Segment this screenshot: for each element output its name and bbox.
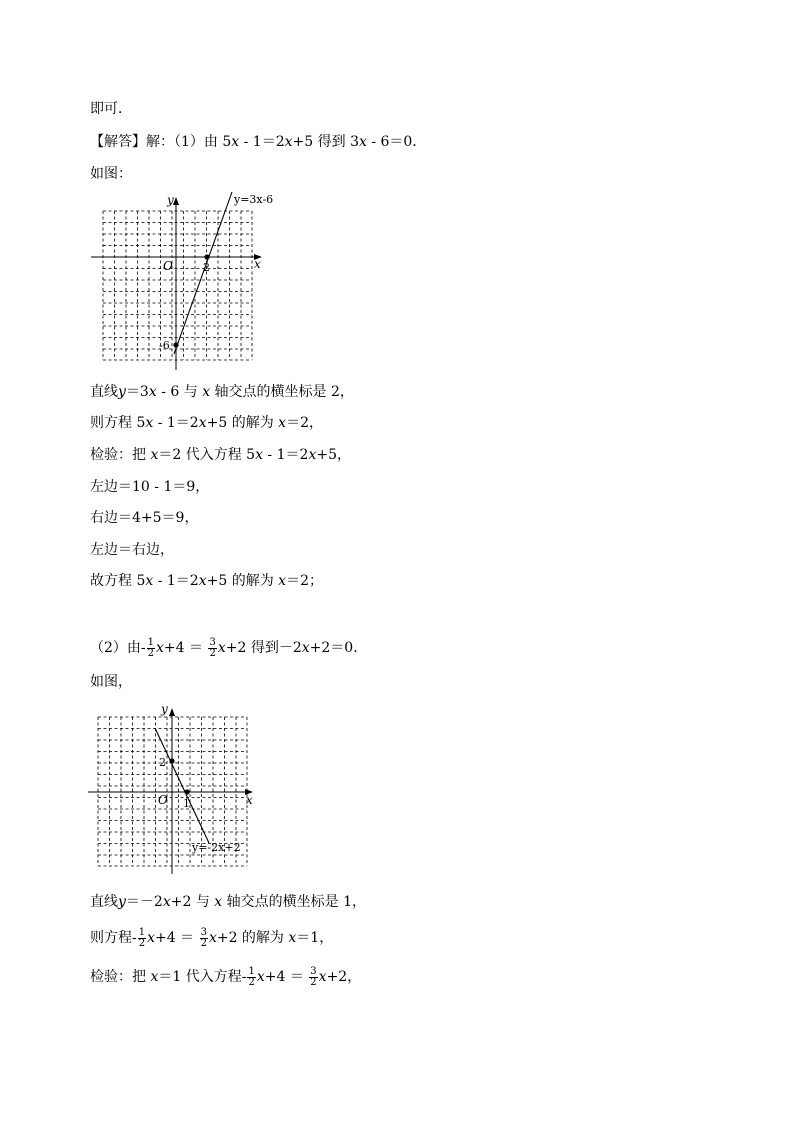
var: x <box>278 573 287 589</box>
x-axis-label: x <box>246 793 253 807</box>
fraction <box>200 928 208 949</box>
line-text: +2＝0． <box>309 640 368 656</box>
line-text: +2， <box>326 969 362 985</box>
line-text: 左边＝10 - 1＝9， <box>90 479 210 495</box>
origin-label: O <box>163 259 173 273</box>
line-text: - 6 与 <box>156 384 203 400</box>
text-line <box>90 893 366 911</box>
fraction <box>309 967 317 988</box>
x-intercept-label: 2 <box>203 261 210 274</box>
line-text: 直线 <box>90 384 118 400</box>
var: x <box>231 134 240 150</box>
line-text: ＝2； <box>286 573 323 589</box>
line-text: 直线 <box>90 894 118 910</box>
fraction-numerator: 1 <box>147 636 155 648</box>
var: x <box>198 415 207 431</box>
text-line <box>90 634 367 662</box>
x-intercept-point <box>204 254 209 259</box>
var: x <box>214 894 223 910</box>
text-line <box>90 446 351 464</box>
line-text: ＝3 <box>125 384 149 400</box>
text-line <box>90 414 323 432</box>
text-line <box>90 924 333 952</box>
var: x <box>150 969 159 985</box>
y-axis-label: y <box>167 193 174 207</box>
line-text: 即可． <box>90 101 132 117</box>
line-text: 轴交点的横坐标是 2， <box>210 384 354 400</box>
text-line <box>90 509 198 527</box>
line-text: +2 与 <box>170 894 215 910</box>
fraction-denominator: 2 <box>147 647 155 659</box>
var: x <box>162 894 171 910</box>
line-text: +5， <box>316 447 351 463</box>
var: x <box>301 640 310 656</box>
var: x <box>284 134 293 150</box>
fraction <box>138 928 146 949</box>
graph-line-label: y=-2x+2 <box>192 841 241 854</box>
fraction-denominator: 2 <box>248 976 255 988</box>
var: x <box>256 969 265 985</box>
var: x <box>156 640 164 656</box>
line-text: - 1＝2 <box>239 134 285 150</box>
line-text: - 6＝0． <box>366 134 427 150</box>
line-text: +4 ＝ <box>155 930 199 946</box>
line-text: 则方程- <box>90 930 137 946</box>
line-text: ＝2 代入方程 5 <box>158 447 256 463</box>
y-axis-arrow-icon <box>173 197 179 205</box>
fraction-denominator: 2 <box>200 937 207 949</box>
graph-line <box>155 728 209 843</box>
line-text: （2）由- <box>90 640 146 656</box>
line-text: 如图， <box>90 674 132 690</box>
line-text: +4 ＝ <box>264 969 309 985</box>
var: x <box>145 415 154 431</box>
line-text: ＝1， <box>296 930 334 946</box>
var: x <box>255 447 263 463</box>
fraction-denominator: 2 <box>138 937 146 949</box>
var: x <box>150 447 159 463</box>
fraction-numerator: 3 <box>209 636 216 648</box>
var: x <box>288 930 297 946</box>
var: x <box>147 930 156 946</box>
var: x <box>308 447 317 463</box>
line-text: 轴交点的横坐标是 1， <box>222 894 367 910</box>
graph-2 <box>88 700 278 880</box>
line-text: +5 得到 3 <box>292 134 359 150</box>
text-line <box>90 963 361 991</box>
var: x <box>208 930 217 946</box>
text-line <box>90 673 132 691</box>
line-text: 右边＝4+5＝9， <box>90 510 199 526</box>
line-text: ＝－2 <box>125 894 163 910</box>
line-text: - 1＝2 <box>262 447 309 463</box>
fraction-denominator: 2 <box>209 647 216 659</box>
line-text: +4 ＝ <box>163 640 208 656</box>
line-text: - 1＝2 <box>153 573 199 589</box>
line-text: ＝2， <box>286 415 323 431</box>
text-line <box>90 572 323 590</box>
text-line <box>90 165 132 183</box>
line-text: 检验：把 <box>90 447 151 463</box>
line-text: +5 的解为 <box>206 415 279 431</box>
fraction-numerator: 3 <box>310 965 317 977</box>
fraction <box>147 638 155 659</box>
var: x <box>358 134 367 150</box>
var: y <box>118 384 126 400</box>
line-text: 则方程 5 <box>90 415 146 431</box>
var: y <box>118 894 126 910</box>
y-intercept-point <box>169 758 174 763</box>
x-intercept-point <box>184 789 189 794</box>
y-axis-label: y <box>161 702 168 716</box>
var: x <box>145 573 154 589</box>
var: x <box>198 573 207 589</box>
line-text: 故方程 5 <box>90 573 146 589</box>
graph-line-label: y=3x-6 <box>234 193 274 206</box>
line-text: 检验：把 <box>90 969 151 985</box>
y-intercept-label: -6 <box>159 339 170 352</box>
line-text: +2 的解为 <box>216 930 289 946</box>
fraction-numerator: 1 <box>248 965 255 977</box>
text-line <box>90 133 426 151</box>
var: x <box>202 384 211 400</box>
fraction <box>208 638 216 659</box>
fraction-numerator: 1 <box>138 926 146 938</box>
text-line <box>90 541 174 559</box>
line-text: +5 的解为 <box>206 573 279 589</box>
text-line <box>90 100 132 118</box>
fraction-denominator: 2 <box>310 976 317 988</box>
y-intercept-point <box>173 342 178 347</box>
var: x <box>318 969 327 985</box>
y-axis-arrow-icon <box>169 708 175 716</box>
var: x <box>278 415 287 431</box>
line-text: ＝1 代入方程- <box>158 969 247 985</box>
var: x <box>148 384 157 400</box>
fraction-numerator: 3 <box>200 926 207 938</box>
x-axis-label: x <box>254 257 261 271</box>
fraction <box>247 967 255 988</box>
line-text: 如图： <box>90 166 132 182</box>
line-text: +2 得到－2 <box>225 640 302 656</box>
line-text: 左边＝右边， <box>90 542 174 558</box>
text-line <box>90 383 354 401</box>
line-text: - 1＝2 <box>153 415 199 431</box>
origin-label: O <box>158 793 168 807</box>
line-text: 【解答】解：（1）由 5 <box>90 134 232 150</box>
graph-1 <box>88 188 278 368</box>
text-line <box>90 478 209 496</box>
y-intercept-label: 2 <box>159 756 166 769</box>
var: x <box>217 640 226 656</box>
x-intercept-label: 1 <box>183 797 190 810</box>
